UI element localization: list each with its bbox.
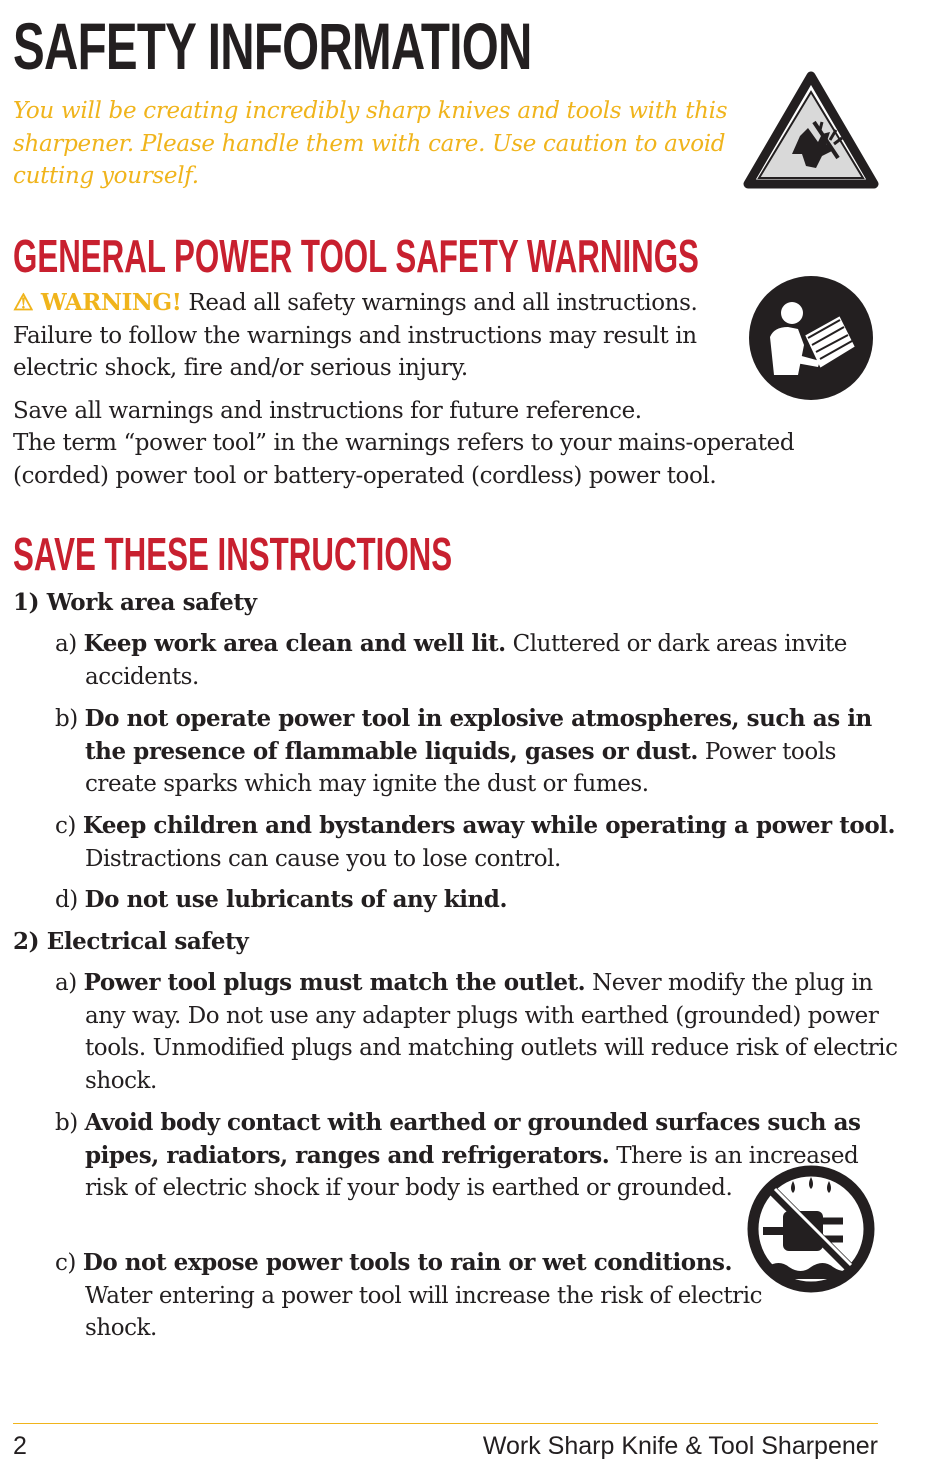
item-bold: Do not expose power tools to rain or wet conditions. [82,1249,733,1276]
warning-text: Read all safety warnings and all instructions. Failure to follow the warnings and instructions may result in electric shock, fire and/or serious injury. [13,290,698,381]
item-bold: Do not operate power tool in explosive atmospheres, such as in the presence of flammable liquids, gases or dust. [84,705,872,765]
general-warnings-heading: GENERAL POWER TOOL SAFETY WARNINGS [13,230,699,282]
item-bold: Keep children and bystanders away while operating a power tool. [82,812,896,839]
warning-paragraph [13,287,748,385]
page-number: 2 [13,1432,27,1460]
list-item [55,703,900,801]
save-line: Save all warnings and instructions for future reference. [13,398,642,424]
item-text: Never modify the plug in any way. Do not use any adapter plugs with earthed (grounded) power tools. Unmodified plugs and matching outlets will reduce risk of electric shock. [85,970,898,1094]
item-marker: b) [55,1110,78,1136]
warning-label: ⚠ WARNING! [13,289,182,316]
item-marker: c) [55,813,76,839]
list-item [55,1247,765,1345]
footer-document-title: Work Sharp Knife & Tool Sharpener [482,1432,878,1460]
item-marker: d) [55,887,78,913]
item-bold: Keep work area clean and well lit. [83,630,506,657]
item-text: Water entering a power tool will increase the risk of electric shock. [85,1282,763,1341]
page-title: SAFETY INFORMATION [13,9,532,83]
item-bold: Power tool plugs must match the outlet. [83,969,586,996]
item-text: Cluttered or dark areas invite accidents. [85,631,847,690]
list-item [55,628,900,693]
item-marker: a) [55,631,77,657]
save-instructions-heading: SAVE THESE INSTRUCTIONS [13,528,453,580]
intro-caution: You will be creating incredibly sharp knives and tools with this sharpener. Please handle them with care. Use caution to avoid cutting yourself. [13,98,728,189]
item-marker: c) [55,1250,76,1276]
item-text: There is an increased risk of electric shock if your body is earthed or grounded. [85,1142,859,1201]
list-item [55,810,900,875]
item-bold: Avoid body contact with earthed or grounded surfaces such as pipes, radiators, ranges and refrigerators. [84,1109,861,1169]
cut-hazard-warning-icon [742,70,880,192]
item-text: Power tools create sparks which may ignite the dust or fumes. [85,738,836,797]
item-marker: b) [55,706,78,732]
item-bold: Do not use lubricants of any kind. [84,886,508,913]
section-work-area-title: 1) Work area safety [13,589,257,616]
list-item [55,967,900,1097]
power-tool-term: The term “power tool” in the warnings refers to your mains-operated (corded) power tool or battery-operated (cordless) power tool. [13,430,795,489]
item-marker: a) [55,970,77,996]
read-manual-icon [748,275,874,401]
footer-divider [13,1423,878,1424]
no-water-plug-icon [745,1163,877,1295]
list-item [55,884,900,917]
section-electrical-title: 2) Electrical safety [13,928,249,955]
item-text: Distractions can cause you to lose control. [85,845,561,872]
